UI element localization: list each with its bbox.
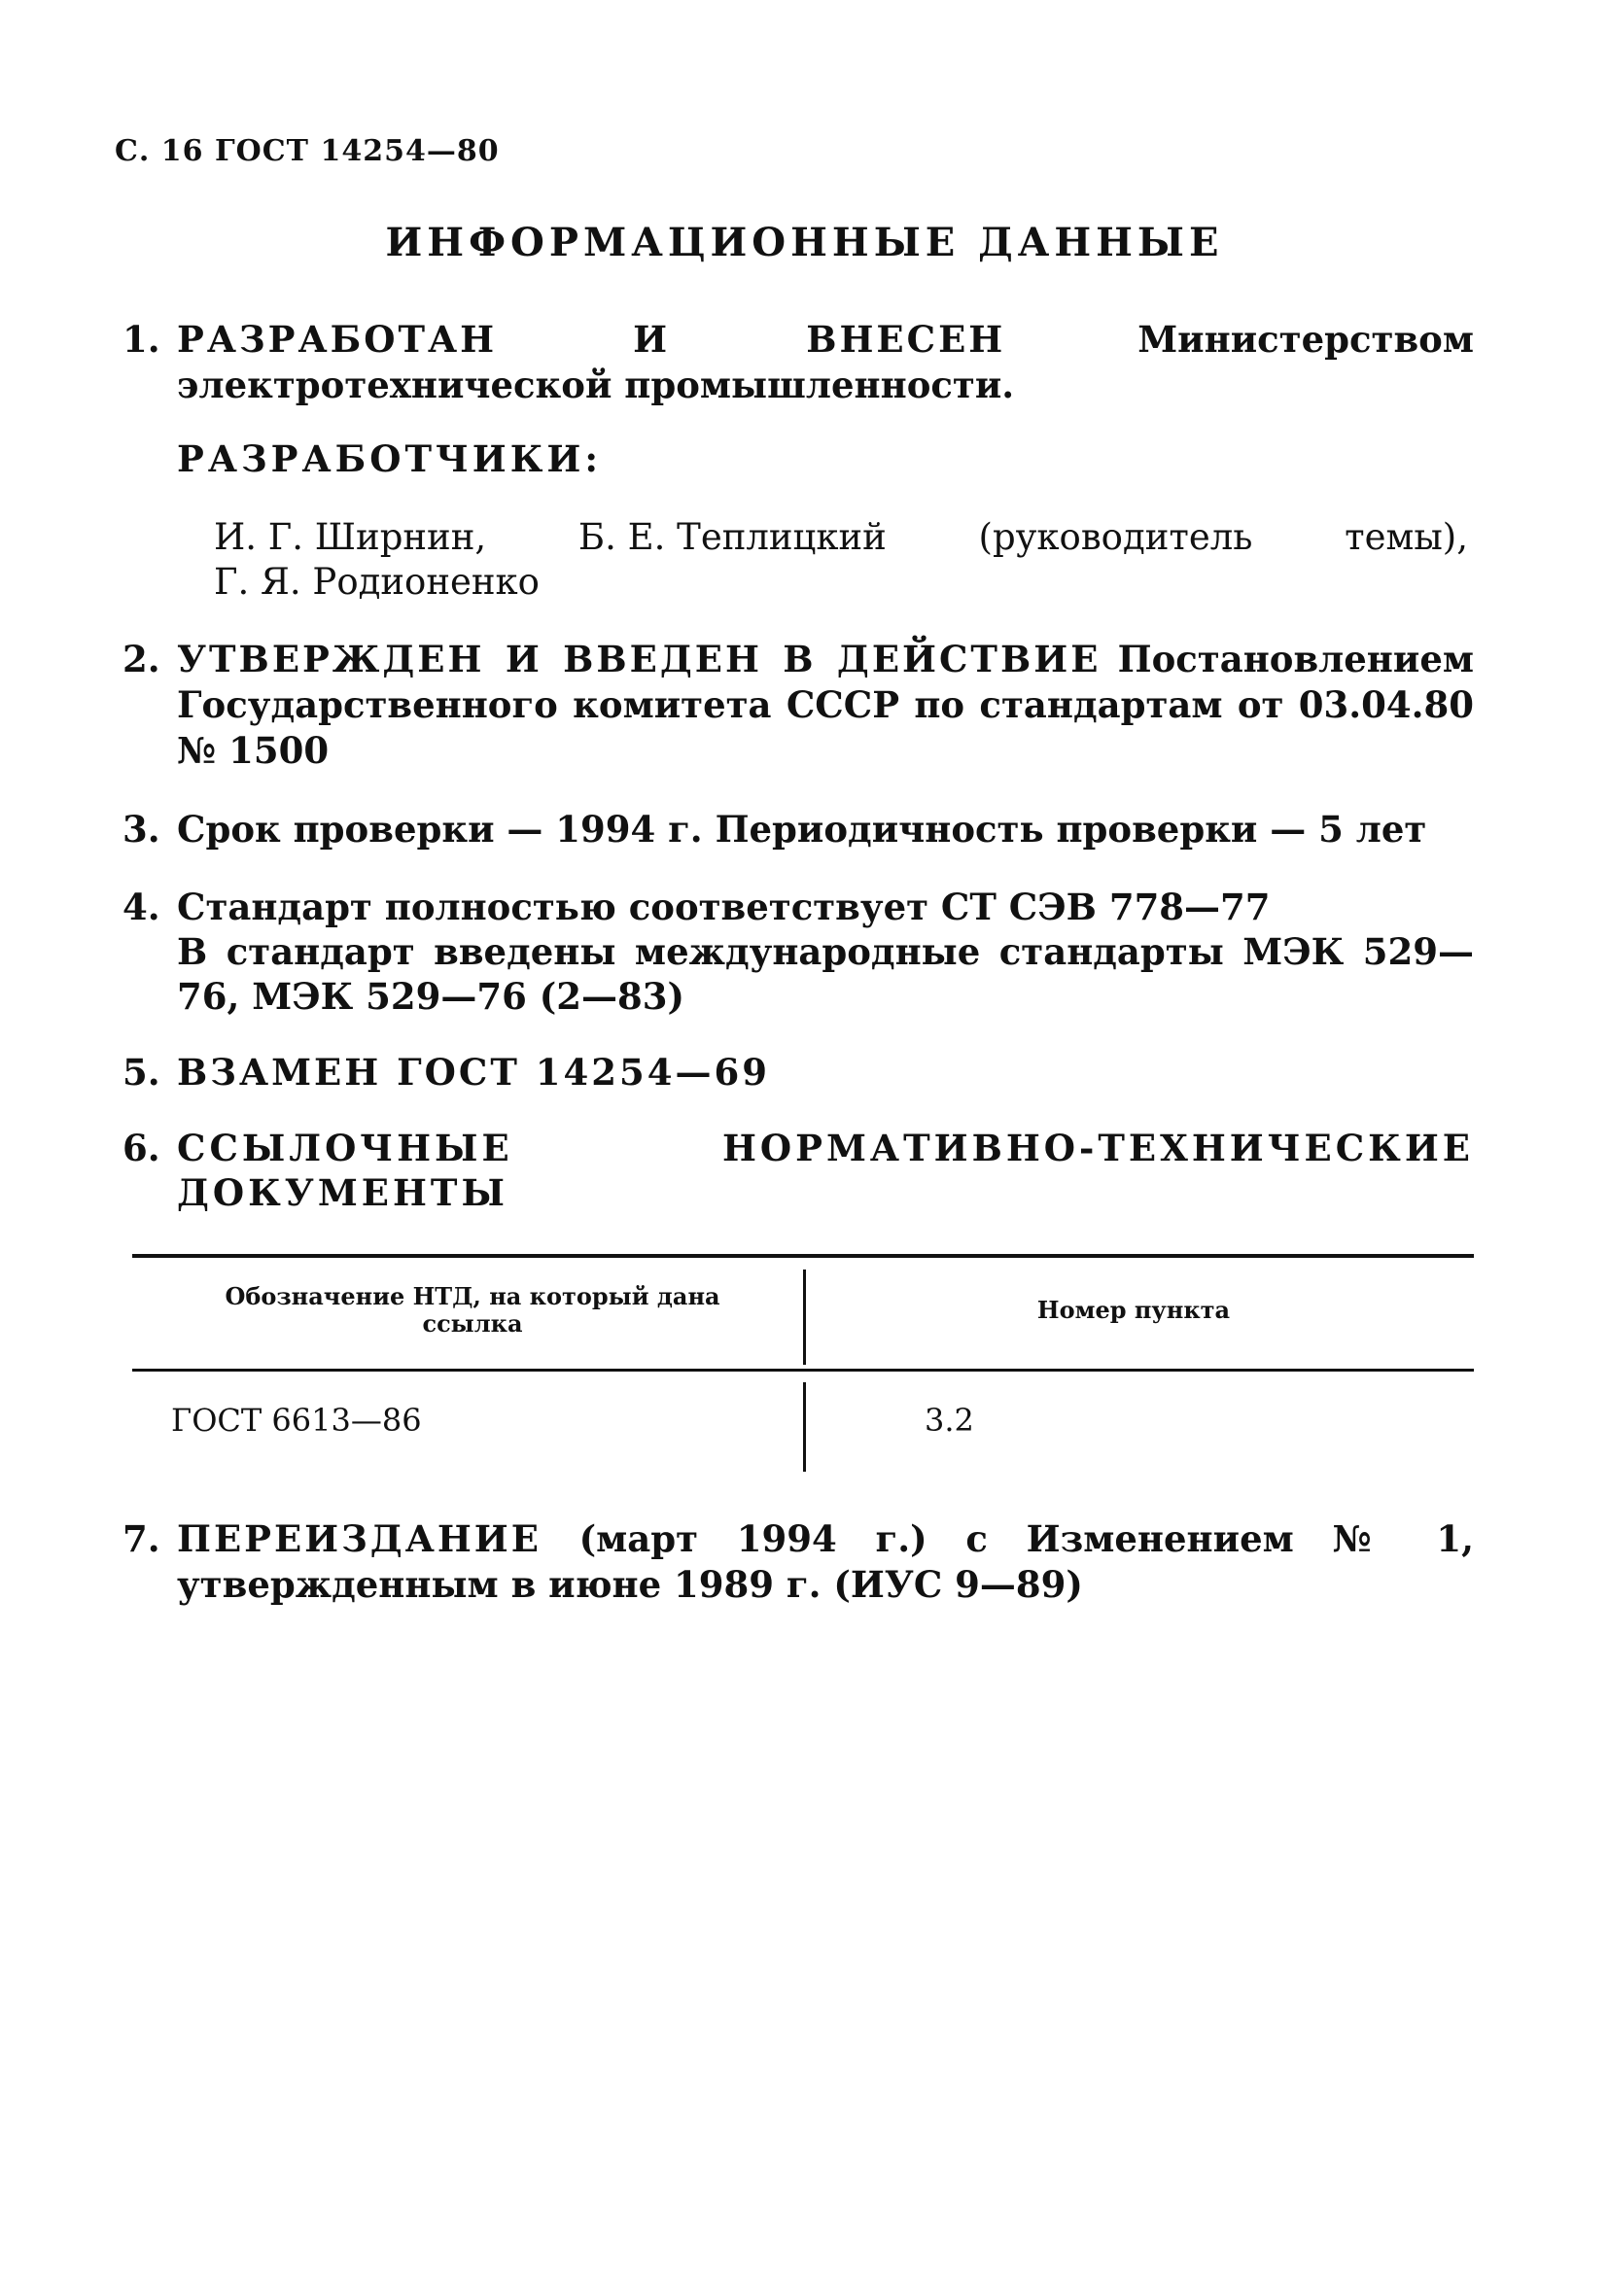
item-text: ВЗАМЕН ГОСТ 14254—69 — [177, 1051, 770, 1094]
table-header-document: Обозначение НТД, на который дана ссылка — [225, 1282, 720, 1338]
table-column-divider — [803, 1382, 806, 1472]
info-item-7 — [122, 1516, 1474, 1608]
running-head: С. 16 ГОСТ 14254—80 — [115, 134, 500, 168]
table-header-rule — [132, 1369, 1474, 1372]
developers-label: РАЗРАБОТЧИКИ: — [177, 437, 602, 480]
document-title: ИНФОРМАЦИОННЫЕ ДАННЫЕ — [385, 220, 1224, 265]
item-number: 3. — [122, 808, 160, 851]
info-item-2 — [122, 637, 1474, 774]
developer-name: Б. Е. Теплицкий — [577, 516, 887, 558]
item-lead: РАЗРАБОТАН И ВНЕСЕН — [177, 318, 1006, 361]
developer-role: (руководитель — [978, 516, 1253, 558]
item-lead: ПЕРЕИЗДАНИЕ — [177, 1517, 542, 1560]
reference-table — [132, 1254, 1474, 1487]
item-number: 4. — [122, 886, 160, 928]
item-number: 1. — [122, 318, 160, 361]
info-item-4 — [122, 885, 1474, 1019]
table-cell-document: ГОСТ 6613—86 — [171, 1402, 422, 1439]
item-text: (март 1994 г.) с Изменением № 1, утвержденным в июне 1989 г. (ИУС 9—89) — [177, 1517, 1474, 1606]
info-item-6 — [122, 1126, 1474, 1215]
item-text: Срок проверки — 1994 г. Периодичность проверки — 5 лет — [177, 808, 1427, 851]
info-item-1 — [122, 317, 1474, 408]
info-item-3 — [122, 807, 1474, 852]
item-text: Стандарт полностью соответствует СТ СЭВ 778—77 — [177, 886, 1271, 928]
developer-name: И. Г. Ширнин, — [214, 516, 487, 558]
item-number: 2. — [122, 638, 160, 680]
item-number: 7. — [122, 1517, 160, 1560]
developers-list — [214, 515, 1468, 605]
developer-role: темы), — [1345, 516, 1468, 558]
section-title: ССЫЛОЧНЫЕ НОРМАТИВНО-ТЕХНИЧЕСКИЕ ДОКУМЕНТЫ — [177, 1127, 1474, 1214]
table-top-rule — [132, 1254, 1474, 1258]
developer-name: Г. Я. Родионенко — [214, 561, 540, 603]
item-number: 6. — [122, 1127, 160, 1169]
info-item-5 — [122, 1050, 1474, 1095]
item-text: Министерством электротехнической промышленности. — [177, 318, 1474, 406]
item-number: 5. — [122, 1051, 160, 1094]
table-header-clause: Номер пункта — [1036, 1296, 1231, 1324]
item-text: Постановлением Государственного комитета СССР по стандартам от 03.04.80 № 1500 — [177, 638, 1475, 772]
item-lead: УТВЕРЖДЕН И ВВЕДЕН В ДЕЙСТВИЕ — [177, 638, 1102, 680]
table-cell-clause: 3.2 — [925, 1402, 974, 1439]
item-text: В стандарт введены международные стандарты МЭК 529—76, МЭК 529—76 (2—83) — [177, 930, 1474, 1018]
table-column-divider — [803, 1270, 806, 1365]
